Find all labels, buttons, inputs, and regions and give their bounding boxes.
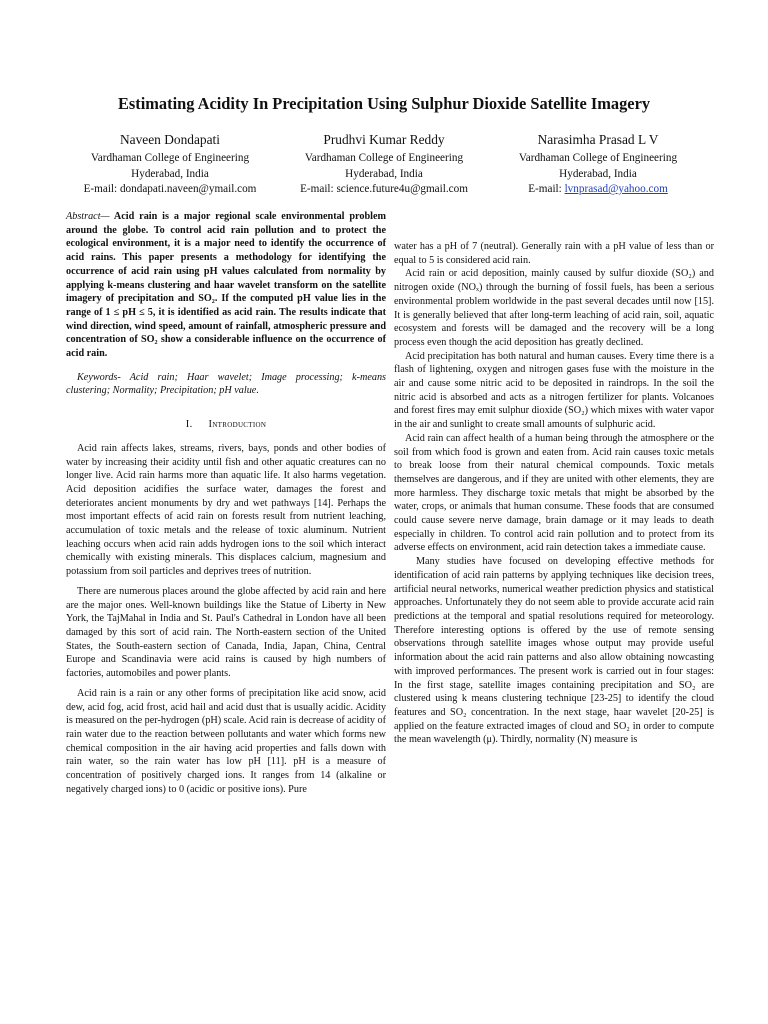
email-address[interactable]: science.future4u@gmail.com [336, 183, 468, 196]
paragraph: There are numerous places around the globe affected by acid rain and here are the major ones. Well-known buildings like the Statue of Liberty in New York, the TajMahal in India and St. Paul's Cathedral in London have all been damaged by this sort of acid rain. The North-eastern section of the United States, the South-eastern section of Canada, India, Japan, China, Central Europe and Scandinavia were acid rains is caused by high numbers of factories, automobiles and power plants. [66, 585, 386, 680]
email-link[interactable]: lvnprasad@yahoo.com [564, 183, 668, 196]
author-location: Hyderabad, India [345, 167, 423, 180]
author-affiliation: Vardhaman College of Engineering [518, 152, 678, 164]
paragraph: Acid rain or acid deposition, mainly caused by sulfur dioxide (SO₂) and nitrogen oxide (NOₓ) through the burning of fossil fuels, has been a serious environmental problem worldwide in the past several decades until now [15]. It is generally believed that after long-term leaching of acid rain, soil, aquatic ecosystem and forests will be damaged and the recovery will be a long process even though the acid deposition has greatly declined. [394, 268, 714, 348]
abstract-text: Acid rain is a major regional scale environmental problem around the globe. To control acid rain pollution and to protect the ecological environment, it is a major need to identify the occurrence of acid rains. This paper presents a methodology for identifying the occurrence of acid rain using pH values calculated from normality by applying k-means clustering and haar wavelet transform on the satellite imagery of precipitation and SO₂. If the computed pH value lies in the range of 1 ≤ pH ≤ 5, it is identified as acid rain. The results indicate that wind direction, wind speed, amount of rainfall, atmospheric pressure and concentration of SO₂ show a considerable influence on the occurrence of acid rain. [66, 211, 386, 360]
abstract-label: Abstract— [66, 211, 110, 222]
author-block-2 [274, 131, 494, 198]
author-affiliation: Vardhaman College of Engineering [90, 152, 250, 164]
keywords: Keywords- Acid rain; Haar wavelet; Image processing; k-means clustering; Normality; Precipitation; pH value. [66, 371, 386, 397]
author-location: Hyderabad, India [559, 167, 637, 180]
section-heading [66, 418, 386, 432]
author-name: Prudhvi Kumar Reddy [323, 132, 445, 147]
email-label: E-mail: [83, 183, 120, 196]
author-block-3 [488, 131, 708, 198]
author-email [60, 182, 280, 198]
author-affiliation: Vardhaman College of Engineering [304, 152, 464, 164]
email-label: E-mail: [528, 183, 565, 196]
section-number: I. [185, 419, 193, 431]
author-name: Naveen Dondapati [119, 132, 221, 147]
author-email [488, 182, 708, 198]
author-block-1 [60, 131, 280, 198]
abstract [66, 210, 386, 361]
paper-title: Estimating Acidity In Precipitation Using Sulphur Dioxide Satellite Imagery [117, 94, 651, 113]
paragraph: Acid rain can affect health of a human being through the atmosphere or the soil from which food is grown and eaten from. Acid rain causes toxic metals to break loose from their natural chemical compounds. Toxic metals themselves are dangerous, and if they are united with other elements, they are more harmless. They discharge toxic metals that might be absorbed by the water, crops, or animals that human consume. These foods that are consumed could cause severe nerve damage, brain damage or it may leads to death especially in children. To control acid rain pollution and to protect from its adverse effects on environment, acid rain detection takes a immediate cause. [394, 432, 714, 554]
section-title: Introduction [208, 419, 267, 431]
author-name: Narasimha Prasad L V [537, 132, 659, 147]
left-column [66, 210, 386, 796]
paragraph: water has a pH of 7 (neutral). Generally rain with a pH value of less than or equal to 5 is considered acid rain. [394, 241, 714, 266]
email-label: E-mail: [300, 183, 337, 196]
paragraph: Many studies have focused on developing effective methods for identification of acid rain patterns by applying techniques like decision trees, artificial neural networks, numerical weather prediction physics and statistical approaches. Unfortunately they do not seem able to provide accurate acid rain predictions at the temporal and spatial resolutions required for meteorology. Therefore interesting options is offered by the use of remote sensing observations through satellite images whose output may provide useful information about the acid rain patterns and also allow obtaining nowcasting with improved performances. The present work is carried out in four stages: In the first stage, satellite images containing precipitation and SO₂ are clustered using k means clustering technique [23-25] to identify the cloud features and SO₂ concentration. In the next stage, haar wavelet [20-25] is applied on the feature extracted images of cloud and SO₂ in order to compute the mean wavelength (μ). Thirdly, normality (N) measure is [394, 556, 714, 746]
email-address: dondapati.naveen@ymail.com [119, 183, 257, 196]
right-column [394, 240, 714, 747]
author-location: Hyderabad, India [131, 167, 209, 180]
paragraph: Acid rain is a rain or any other forms of precipitation like acid snow, acid dew, acid fog, acid frost, acid hail and acid dust that is usually acidic. Acidity is measured on the per-hydrogen (pH) scale. Acid rain is decrease of acidity of rain water due to the reaction between pollutants and water which forms new chemical composition in the air having acid properties and falls down with rain water, so the rain water has low pH [11]. pH is a measure of concentration of positively charged ions. It ranges from 14 (alkaline or negatively charged ions) to 0 (acidic or positive ions). Pure [66, 687, 387, 795]
paragraph: Acid precipitation has both natural and human causes. Every time there is a flash of lightening, oxygen and nitrogen gases fuse with the moisture in the air and cause some nitric acid to be deposited in raindrops. In the soil the nitric acid is absorbed and acts as a nitrogen fertilizer for plants. Volcanoes and forest fires may emit sulphur dioxide (SO₂) which mixes with water vapor in the air and sunlight to create small amounts of sulphuric acid. [394, 350, 714, 431]
paragraph: Acid rain affects lakes, streams, rivers, bays, ponds and other bodies of water by increasing their acidity until fish and other aquatic creatures can no longer live. Acid rain harms more than aquatic life. It also harms vegetation. Acid deposition acidifies the surface water, damages the forest and deteriorates ancient monuments by dry and wet pathways [14]. Perhaps the most important effects of acid rain on forests result from nutrient leaching, accumulation of toxic metals and the release of toxic aluminum. Nutrient leaching occurs when acid rain adds hydrogen ions to the soil which interact chemically with existing minerals. This displaces calcium, magnesium and potassium from soil particles and deprives trees of nutrition. [66, 442, 386, 578]
author-email [274, 182, 494, 198]
